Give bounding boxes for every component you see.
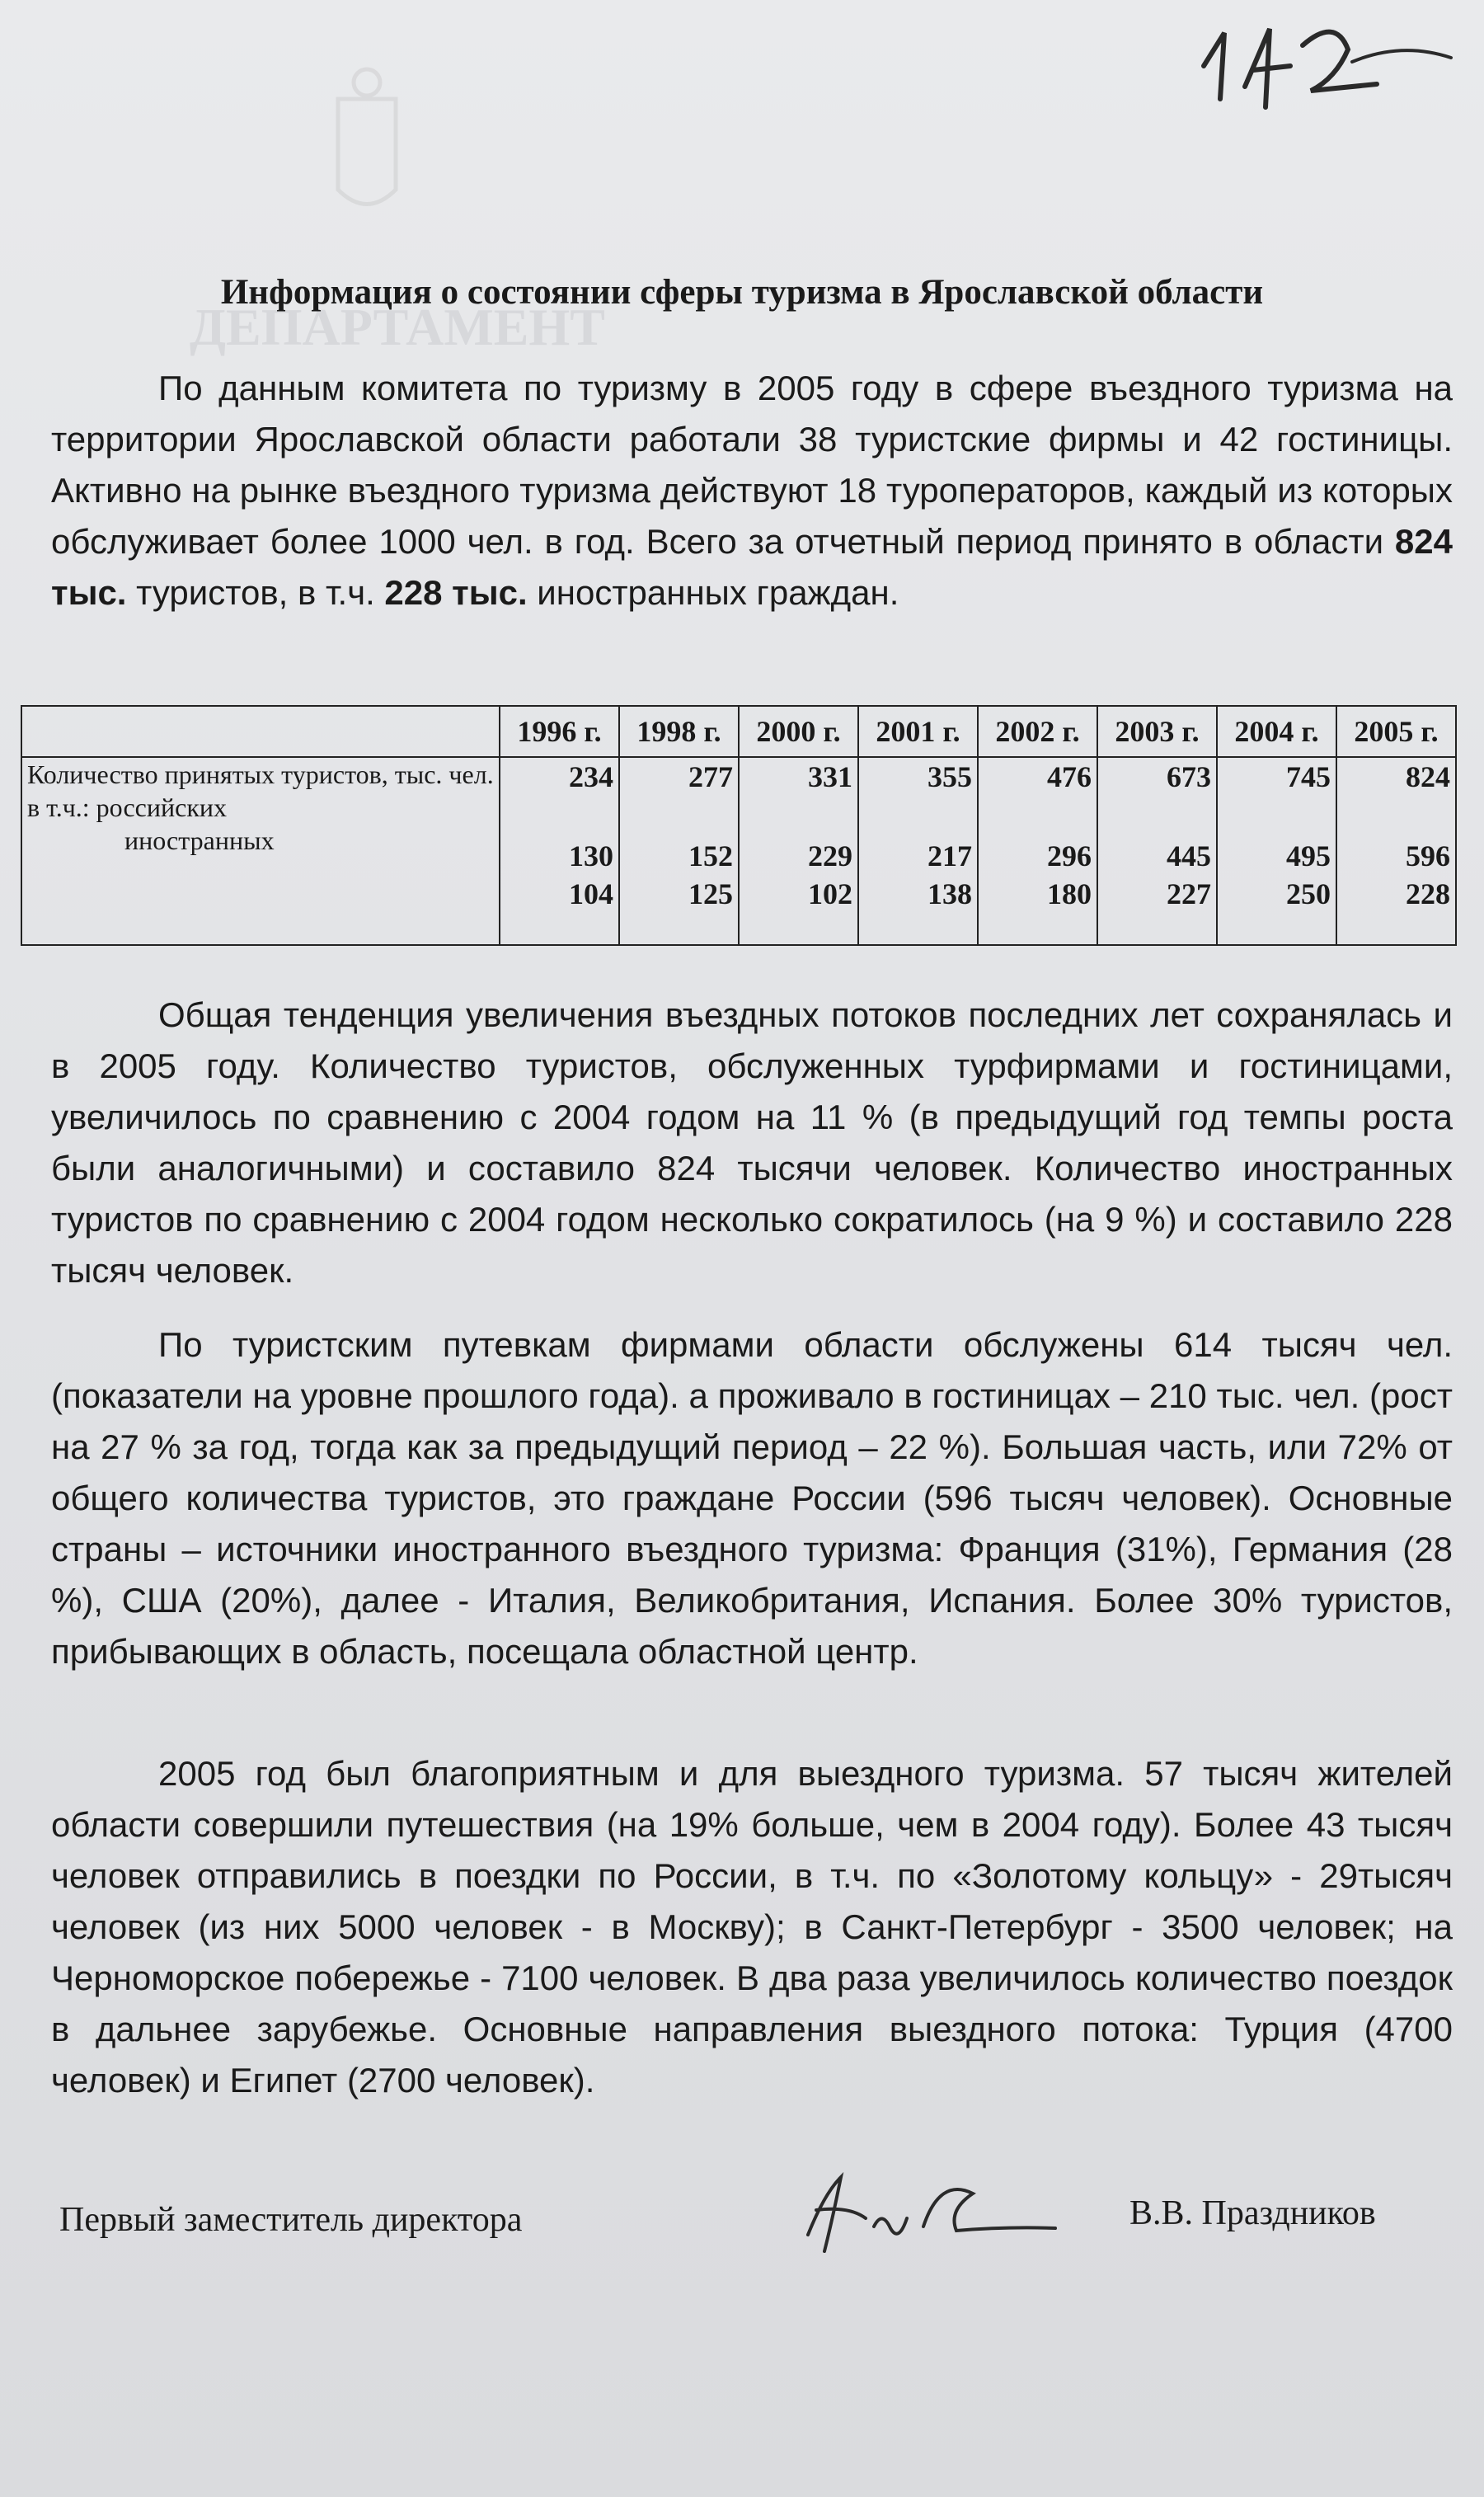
- table-header-empty: [21, 706, 500, 757]
- row-labels: [21, 757, 500, 945]
- year-column: [978, 757, 1097, 945]
- total-value: 745: [1286, 760, 1331, 793]
- year-header: 1998 г.: [619, 706, 739, 757]
- year-header: 2002 г.: [978, 706, 1097, 757]
- russian-value: 152: [688, 839, 733, 872]
- year-column: [1336, 757, 1456, 945]
- year-column: [858, 757, 978, 945]
- paragraph-1-mid: туристов, в т.ч.: [126, 573, 385, 612]
- foreign-value: 125: [688, 877, 733, 910]
- russian-value: 596: [1406, 839, 1450, 872]
- label-russian: в т.ч.: российских: [27, 792, 227, 822]
- total-value: 476: [1047, 760, 1092, 793]
- foreign-value: 138: [928, 877, 972, 910]
- label-foreign: иностранных: [124, 825, 275, 855]
- year-header: 2005 г.: [1336, 706, 1456, 757]
- russian-value: 130: [569, 839, 613, 872]
- year-header: 2003 г.: [1097, 706, 1217, 757]
- handwritten-signature: [791, 2161, 1072, 2260]
- russian-value: 445: [1167, 839, 1211, 872]
- russian-value: 495: [1286, 839, 1331, 872]
- table-data-row: [21, 757, 1456, 945]
- year-column: [619, 757, 739, 945]
- russian-value: 229: [808, 839, 852, 872]
- russian-value: 217: [928, 839, 972, 872]
- foreign-value: 104: [569, 877, 613, 910]
- paragraph-3: [51, 1319, 1453, 1677]
- label-total: Количество принятых туристов, тыс. чел.: [27, 759, 494, 789]
- total-value: 673: [1167, 760, 1211, 793]
- paragraph-4-text: 2005 год был благоприятным и для выездного туризма. 57 тысяч жителей области совершили путешествия (на 19% больше, чем в 2004 году). Более 43 тысяч человек отправились в поездки по России, в т.ч. по «Золотому кольцу» - 29тысяч человек (из них 5000 человек - в Москву); в Санкт-Петербург - 3500 человек; на Черноморское побережье - 7100 человек. В два раза увеличилось количество поездок в дальнее зарубежье. Основные направления выездного потока: Турция (4700 человек) и Египет (2700 человек).: [51, 1754, 1453, 2100]
- foreign-value: 227: [1167, 877, 1211, 910]
- year-column: [1217, 757, 1336, 945]
- russian-value: 296: [1047, 839, 1092, 872]
- year-header: 1996 г.: [500, 706, 619, 757]
- foreign-value: 228: [1406, 877, 1450, 910]
- document-title: Информация о состоянии сферы туризма в Ярославской области: [220, 273, 1264, 312]
- foreign-tourists-bold: 228 тыс.: [384, 573, 528, 612]
- paragraph-1: [51, 363, 1453, 618]
- paragraph-4: [51, 1748, 1453, 2106]
- total-value: 824: [1406, 760, 1450, 793]
- signer-name: В.В. Праздников: [1129, 2194, 1376, 2232]
- total-tourists-bold: 824 тыс.: [51, 522, 1453, 612]
- foreign-value: 180: [1047, 877, 1092, 910]
- tourism-statistics-table: [21, 705, 1457, 946]
- table-header-row: [21, 706, 1456, 757]
- paragraph-1-end: иностранных граждан.: [527, 573, 899, 612]
- paragraph-2-text: Общая тенденция увеличения въездных потоков последних лет сохранялась и в 2005 году. Количество туристов, обслуженных турфирмами и гостиницами, увеличилось по сравнению с 2004 годом на 11 % (в предыдущий год темпы роста были аналогичными) и составило 824 тысячи человек. Количество иностранных туристов по сравнению с 2004 годом несколько сократилось (на 9 %) и составило 228 тысяч человек.: [51, 995, 1453, 1290]
- coat-of-arms-ghost: [330, 66, 404, 223]
- total-value: 331: [808, 760, 852, 793]
- handwritten-number-mark: [1187, 8, 1468, 115]
- year-header: 2000 г.: [739, 706, 858, 757]
- year-header: 2004 г.: [1217, 706, 1336, 757]
- year-column: [1097, 757, 1217, 945]
- foreign-value: 250: [1286, 877, 1331, 910]
- total-value: 234: [569, 760, 613, 793]
- year-header: 2001 г.: [858, 706, 978, 757]
- paragraph-1-text: По данным комитета по туризму в 2005 году в сфере въездного туризма на территории Ярославской области работали 38 туристские фирмы и 42 гостиницы. Активно на рынке въездного туризма действуют 18 туроператоров, каждый из которых обслуживает более 1000 чел. в год. Всего за отчетный период принято в области: [51, 369, 1453, 561]
- total-value: 355: [928, 760, 972, 793]
- foreign-value: 102: [808, 877, 852, 910]
- paragraph-2: [51, 990, 1453, 1296]
- total-value: 277: [688, 760, 733, 793]
- year-column: [500, 757, 619, 945]
- year-column: [739, 757, 858, 945]
- signer-position: Первый заместитель директора: [59, 2201, 523, 2239]
- paragraph-3-text: По туристским путевкам фирмами области обслужены 614 тысяч чел. (показатели на уровне прошлого года). а проживало в гостиницах – 210 тыс. чел. (рост на 27 % за год, тогда как за предыдущий период – 22 %). Большая часть, или 72% от общего количества туристов, это граждане России (596 тысяч человек). Основные страны – источники иностранного въездного туризма: Франция (31%), Германия (28 %), США (20%), далее - Италия, Великобритания, Испания. Более 30% туристов, прибывающих в область, посещала областной центр.: [51, 1325, 1453, 1671]
- ghost-letterhead: ДЕПАРТАМЕНТ: [190, 298, 605, 356]
